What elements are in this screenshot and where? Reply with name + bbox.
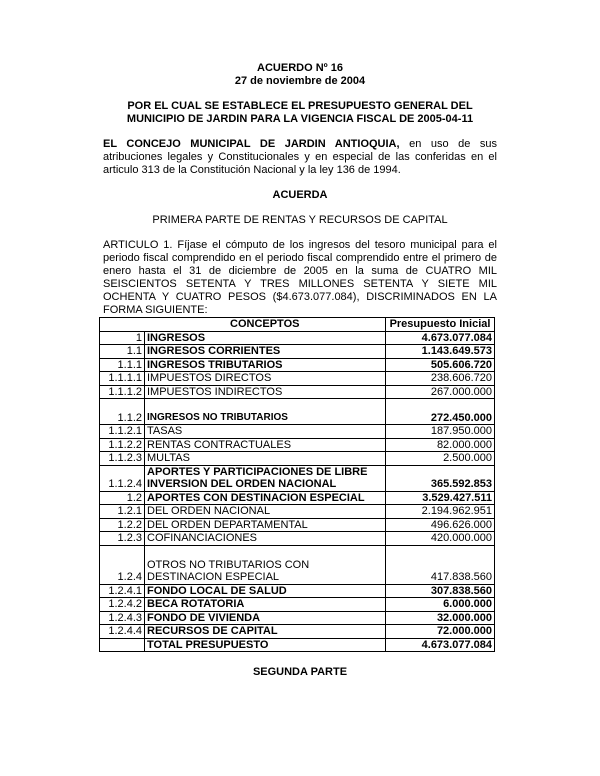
row-value: 4.673.077.084 (386, 331, 495, 345)
row-concept: FONDO DE VIVIENDA (145, 611, 386, 625)
row-value: 4.673.077.084 (386, 638, 495, 652)
intro-paragraph (103, 138, 497, 177)
table-row (100, 611, 495, 625)
table-row (100, 358, 495, 372)
table-row (100, 545, 495, 584)
row-value: 82.000.000 (386, 438, 495, 452)
row-code: 1.1.2.2 (100, 438, 145, 452)
row-code: 1.2.3 (100, 532, 145, 546)
row-code: 1.2.4 (100, 545, 145, 584)
row-value: 365.592.853 (386, 465, 495, 491)
table-row (100, 625, 495, 639)
row-value: 72.000.000 (386, 625, 495, 639)
row-concept: TOTAL PRESUPUESTO (145, 638, 386, 652)
row-code: 1.1.2.3 (100, 452, 145, 466)
row-code: 1.2.4.3 (100, 611, 145, 625)
row-code: 1.1.2.4 (100, 465, 145, 491)
row-value: 417.838.560 (386, 545, 495, 584)
table-row (100, 491, 495, 505)
row-value: 32.000.000 (386, 611, 495, 625)
row-value: 187.950.000 (386, 425, 495, 439)
table-row (100, 532, 495, 546)
row-value: 272.450.000 (386, 399, 495, 425)
primera-parte-heading: PRIMERA PARTE DE RENTAS Y RECURSOS DE CAPITAL (152, 214, 448, 226)
row-concept: OTROS NO TRIBUTARIOS CON DESTINACION ESPECIAL (145, 545, 386, 584)
table-row (100, 385, 495, 399)
row-concept: RECURSOS DE CAPITAL (145, 625, 386, 639)
document-page (103, 62, 497, 678)
row-value: 1.143.649.573 (386, 345, 495, 359)
row-code: 1.1.1.1 (100, 372, 145, 386)
intro-rest: en uso de sus atribuciones legales y Constitucionales y en especial de las conferidas en el articulo 313 de la Constitución Nacional y la ley 136 de 1994. (103, 138, 497, 176)
row-value: 267.000.000 (386, 385, 495, 399)
row-concept: MULTAS (145, 452, 386, 466)
row-code: 1.1.1.2 (100, 385, 145, 399)
table-row (100, 345, 495, 359)
table-row (100, 399, 495, 425)
subject-line-2: MUNICIPIO DE JARDIN PARA LA VIGENCIA FISCAL DE 2005-04-11 (126, 113, 474, 125)
table-row (100, 638, 495, 652)
row-concept: TASAS (145, 425, 386, 439)
row-concept: RENTAS CONTRACTUALES (145, 438, 386, 452)
row-value: 307.838.560 (386, 584, 495, 598)
row-code: 1 (100, 331, 145, 345)
row-value: 2.500.000 (386, 452, 495, 466)
row-code: 1.2.4.2 (100, 598, 145, 612)
row-code: 1.2 (100, 491, 145, 505)
row-concept: IMPUESTOS DIRECTOS (145, 372, 386, 386)
row-concept: BECA ROTATORIA (145, 598, 386, 612)
row-value: 6.000.000 (386, 598, 495, 612)
row-concept: INGRESOS (145, 331, 386, 345)
row-code: 1.2.1 (100, 505, 145, 519)
row-code: 1.2.4.4 (100, 625, 145, 639)
row-code: 1.2.2 (100, 518, 145, 532)
row-value: 3.529.427.511 (386, 491, 495, 505)
table-row (100, 584, 495, 598)
row-concept: APORTES CON DESTINACION ESPECIAL (145, 491, 386, 505)
segunda-parte-heading: SEGUNDA PARTE (252, 666, 348, 678)
row-concept: APORTES Y PARTICIPACIONES DE LIBRE INVERSION DEL ORDEN NACIONAL (145, 465, 386, 491)
row-code: 1.1.1 (100, 358, 145, 372)
acuerdo-date: 27 de noviembre de 2004 (234, 75, 366, 87)
acuerda-heading: ACUERDA (272, 189, 328, 201)
row-concept: INGRESOS TRIBUTARIOS (145, 358, 386, 372)
row-concept: DEL ORDEN DEPARTAMENTAL (145, 518, 386, 532)
table-row (100, 505, 495, 519)
table-row (100, 372, 495, 386)
row-concept: IMPUESTOS INDIRECTOS (145, 385, 386, 399)
intro-lead: EL CONCEJO MUNICIPAL DE JARDIN ANTIOQUIA, (103, 138, 400, 150)
row-value: 2.194.962.951 (386, 505, 495, 519)
row-concept: INGRESOS NO TRIBUTARIOS (145, 399, 386, 425)
row-code: 1.1.2 (100, 399, 145, 425)
table-row (100, 518, 495, 532)
row-concept: INGRESOS CORRIENTES (145, 345, 386, 359)
header-concepts: CONCEPTOS (145, 318, 386, 332)
row-code: 1.2.4.1 (100, 584, 145, 598)
row-concept: DEL ORDEN NACIONAL (145, 505, 386, 519)
row-value: 496.626.000 (386, 518, 495, 532)
table-row (100, 452, 495, 466)
row-concept: FONDO LOCAL DE SALUD (145, 584, 386, 598)
table-header-row (100, 318, 495, 332)
table-row (100, 425, 495, 439)
row-value: 420.000.000 (386, 532, 495, 546)
row-code (100, 638, 145, 652)
table-row (100, 465, 495, 491)
row-concept: COFINANCIACIONES (145, 532, 386, 546)
table-row (100, 438, 495, 452)
table-row (100, 331, 495, 345)
subject-line-1: POR EL CUAL SE ESTABLECE EL PRESUPUESTO GENERAL DEL (127, 100, 473, 112)
row-code: 1.1.2.1 (100, 425, 145, 439)
table-row (100, 598, 495, 612)
articulo-1: ARTICULO 1. Fíjase el cómputo de los ingresos del tesoro municipal para el periodo fiscal comprendido en el periodo fiscal comprendido entre el primero de enero hasta el 31 de diciembre de 2005 en la suma de CUATRO MIL SEISCIENTOS SETENTA Y TRES MILLONES SETENTA Y SIETE MIL OCHENTA Y CUATRO PESOS ($4.673.077.084), DISCRIMINADOS EN LA FORMA SIGUIENTE: (103, 239, 497, 316)
budget-table (99, 317, 495, 652)
header-budget: Presupuesto Inicial (386, 318, 495, 332)
row-value: 238.606.720 (386, 372, 495, 386)
acuerdo-number: ACUERDO Nº 16 (257, 62, 343, 74)
row-code: 1.1 (100, 345, 145, 359)
row-value: 505.606.720 (386, 358, 495, 372)
